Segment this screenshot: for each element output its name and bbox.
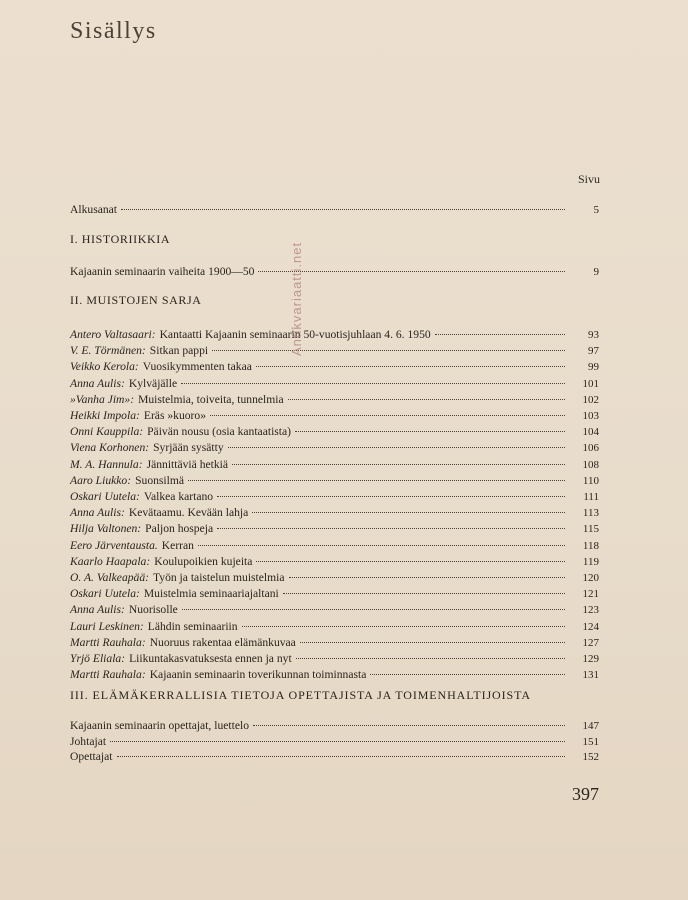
dot-leader bbox=[210, 415, 565, 416]
entry-title: Muistelmia seminaariajaltani bbox=[143, 587, 279, 601]
entry-page: 97 bbox=[588, 345, 599, 358]
entry-author: Anna Aulis: bbox=[70, 376, 125, 390]
entry-title: Kantaatti Kajaanin seminaarin 50-vuotisjuhlaan 4. 6. 1950 bbox=[159, 328, 431, 341]
dot-leader bbox=[256, 561, 565, 562]
toc-entry bbox=[70, 570, 599, 585]
entry-title: Valkea kartano bbox=[143, 490, 214, 503]
toc-entry bbox=[70, 359, 599, 374]
dot-leader bbox=[121, 209, 565, 210]
entry-page: 104 bbox=[582, 426, 599, 439]
section-heading: II. MUISTOJEN SARJA bbox=[70, 293, 202, 307]
page-title: Sisällys bbox=[70, 18, 157, 44]
entry-page: 113 bbox=[582, 507, 599, 520]
entry-author: Anna Aulis: bbox=[70, 506, 125, 520]
toc-entry bbox=[70, 521, 599, 536]
entry-title: Nuorisolle bbox=[128, 603, 178, 617]
entry-page: 121 bbox=[582, 588, 599, 601]
entry-title: Kevätaamu. Kevään lahja bbox=[128, 506, 249, 520]
entry-title: Vuosikymmenten takaa bbox=[142, 360, 252, 374]
entry-title: Opettajat bbox=[70, 750, 113, 763]
dot-leader bbox=[242, 626, 565, 627]
entry-title: Suonsilmä bbox=[135, 473, 185, 487]
entry-page: 103 bbox=[582, 410, 599, 422]
entry-page: 119 bbox=[582, 555, 599, 568]
toc-entry bbox=[70, 489, 599, 504]
toc-entry bbox=[70, 392, 599, 407]
entry-author: V. E. Törmänen: bbox=[70, 344, 146, 358]
entry-page: 5 bbox=[593, 204, 599, 216]
entry-author: Kaarlo Haapala: bbox=[70, 554, 151, 568]
entry-author: »Vanha Jim»: bbox=[70, 392, 135, 406]
entry-title: Syrjään sysätty bbox=[153, 441, 224, 455]
toc-entry bbox=[70, 424, 599, 439]
entry-author: O. A. Valkeapää: bbox=[70, 571, 149, 584]
entry-page: 120 bbox=[582, 572, 599, 584]
entry-author: Anna Aulis: bbox=[70, 603, 125, 617]
toc-entry bbox=[70, 749, 599, 764]
entry-title: Työn ja taistelun muistelmia bbox=[153, 571, 285, 584]
entry-author: Eero Järventausta. bbox=[70, 538, 158, 552]
toc-entry bbox=[70, 343, 599, 358]
entry-page: 152 bbox=[582, 751, 599, 763]
dot-leader bbox=[435, 334, 565, 335]
dot-leader bbox=[296, 658, 565, 659]
entry-author: M. A. Hannula: bbox=[70, 457, 143, 471]
dot-leader bbox=[283, 593, 565, 594]
dot-leader bbox=[370, 674, 565, 675]
toc-entry bbox=[70, 538, 599, 553]
entry-author: Oskari Uutela: bbox=[70, 490, 140, 503]
entry-title: Kajaanin seminaarin opettajat, luettelo bbox=[70, 719, 249, 732]
dot-leader bbox=[198, 545, 565, 546]
dot-leader bbox=[188, 480, 565, 481]
entry-page: 124 bbox=[582, 620, 599, 633]
toc-entry bbox=[70, 473, 599, 488]
entry-author: Veikko Kerola: bbox=[70, 360, 139, 374]
dot-leader bbox=[217, 496, 565, 497]
entry-author: Heikki Impola: bbox=[70, 409, 140, 422]
entry-title: Koulupoikien kujeita bbox=[154, 554, 253, 568]
section-heading: III. ELÄMÄKERRALLISIA TIETOJA OPETTAJISTA JA TOIMENHALTIJOISTA bbox=[70, 688, 531, 702]
dot-leader bbox=[253, 725, 565, 726]
toc-entry bbox=[70, 667, 599, 682]
entry-page: 123 bbox=[582, 604, 599, 617]
entry-title: Jännittäviä hetkiä bbox=[146, 457, 229, 471]
dot-leader bbox=[288, 399, 565, 400]
dot-leader bbox=[117, 756, 566, 757]
entry-page: 9 bbox=[593, 266, 599, 278]
entry-title: Liikuntakasvatuksesta ennen ja nyt bbox=[129, 652, 292, 665]
toc-entry bbox=[70, 440, 599, 455]
watermark: Antikvariaatti.net bbox=[289, 241, 304, 356]
toc-entry bbox=[70, 327, 599, 342]
toc-entry bbox=[70, 734, 599, 749]
toc-entry bbox=[70, 202, 599, 217]
toc-entry bbox=[70, 651, 599, 666]
entry-page: 108 bbox=[582, 458, 599, 471]
dot-leader bbox=[252, 512, 565, 513]
entry-title: Nuoruus rakentaa elämänkuvaa bbox=[149, 635, 296, 649]
entry-title: Päivän nousu (osia kantaatista) bbox=[147, 425, 292, 439]
toc-entry bbox=[70, 554, 599, 569]
entry-author: Martti Rauhala: bbox=[70, 668, 146, 682]
entry-author: Onni Kauppila: bbox=[70, 425, 144, 439]
entry-title: Kajaanin seminaarin vaiheita 1900—50 bbox=[70, 265, 255, 278]
entry-page: 102 bbox=[582, 393, 599, 406]
dot-leader bbox=[232, 464, 565, 465]
toc-entry bbox=[70, 602, 599, 617]
entry-page: 147 bbox=[582, 720, 599, 732]
entry-title: Kylväjälle bbox=[128, 376, 178, 390]
dot-leader bbox=[217, 528, 565, 529]
entry-title: Lähdin seminaariin bbox=[147, 619, 238, 633]
entry-page: 129 bbox=[582, 653, 599, 665]
dot-leader bbox=[300, 642, 565, 643]
entry-author: Aaro Liukko: bbox=[70, 473, 132, 487]
dot-leader bbox=[212, 350, 565, 351]
entry-title: Kajaanin seminaarin toverikunnan toiminnasta bbox=[149, 668, 367, 682]
entry-page: 131 bbox=[582, 669, 599, 682]
entry-page: 110 bbox=[582, 474, 599, 487]
entry-author: Oskari Uutela: bbox=[70, 587, 140, 601]
section-heading: I. HISTORIIKKIA bbox=[70, 232, 171, 246]
page-number: 397 bbox=[572, 784, 599, 804]
entry-author: Hilja Valtonen: bbox=[70, 522, 142, 536]
toc-entry bbox=[70, 586, 599, 601]
entry-title: Sitkan pappi bbox=[149, 344, 209, 358]
toc-entry bbox=[70, 718, 599, 733]
entry-author: Antero Valtasaari: bbox=[70, 328, 156, 341]
entry-title: Eräs »kuoro» bbox=[143, 409, 207, 422]
dot-leader bbox=[289, 577, 565, 578]
entry-page: 111 bbox=[583, 491, 599, 503]
toc-entry bbox=[70, 635, 599, 650]
entry-title: Johtajat bbox=[70, 735, 107, 748]
entry-author: Lauri Leskinen: bbox=[70, 619, 144, 633]
toc-entry bbox=[70, 619, 599, 634]
entry-page: 99 bbox=[588, 361, 599, 374]
entry-title: Muistelmia, toiveita, tunnelmia bbox=[138, 392, 284, 406]
page-column-header: Sivu bbox=[577, 172, 600, 186]
dot-leader bbox=[258, 271, 565, 272]
entry-page: 118 bbox=[582, 539, 599, 552]
toc-entry bbox=[70, 376, 599, 391]
entry-page: 127 bbox=[582, 636, 599, 649]
dot-leader bbox=[110, 741, 565, 742]
dot-leader bbox=[181, 383, 565, 384]
dot-leader bbox=[182, 609, 565, 610]
entry-author: Martti Rauhala: bbox=[70, 635, 146, 649]
dot-leader bbox=[295, 431, 565, 432]
dot-leader bbox=[228, 447, 565, 448]
entry-title: Kerran bbox=[161, 538, 194, 552]
toc-entry bbox=[70, 264, 599, 279]
entry-page: 115 bbox=[582, 523, 599, 536]
toc-entry bbox=[70, 505, 599, 520]
entry-title: Paljon hospeja bbox=[145, 522, 214, 536]
entry-page: 151 bbox=[582, 736, 599, 748]
toc-entry bbox=[70, 408, 599, 423]
entry-page: 101 bbox=[582, 377, 599, 390]
entry-title: Alkusanat bbox=[70, 203, 118, 216]
entry-author: Viena Korhonen: bbox=[70, 441, 150, 455]
entry-page: 93 bbox=[588, 329, 599, 341]
entry-author: Yrjö Eliala: bbox=[70, 652, 126, 665]
entry-page: 106 bbox=[582, 442, 599, 455]
dot-leader bbox=[256, 366, 565, 367]
toc-entry bbox=[70, 457, 599, 472]
